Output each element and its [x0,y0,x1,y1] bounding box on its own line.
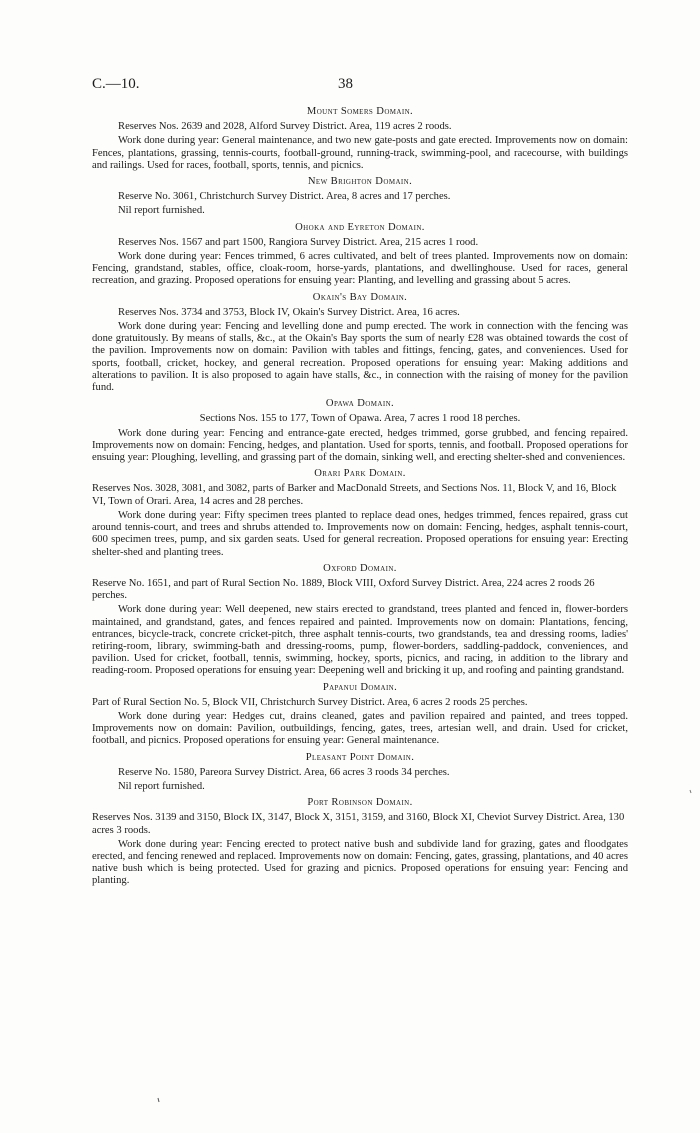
section-text: Work done during year: Fencing erected to protect native bush and subdivide land for grazing, gates and floodgates erected, and fencing renewed and replaced. Improvements now on domain: Fencing, gates, grassing, plantations, and 40 acres native bush which is being protected. Used for grazing and picnics. Proposed operations for ensuing year: Fencing and planting. [92,838,628,887]
reserve-line: Reserves Nos. 3028, 3081, and 3082, parts of Barker and MacDonald Streets, and Sections Nos. 11, Block V, and 16, Block VI, Town of Orari. Area, 14 acres and 28 perches. [92,483,617,507]
reserve-line: Sections Nos. 155 to 177, Town of Opawa. Area, 7 acres 1 rood 18 perches. [199,413,521,425]
section-title: Oxford Domain. [323,562,397,574]
scan-speck [690,790,691,793]
section-text: Work done during year: Fencing and levelling done and pump erected. The work in connection with the fencing was done gratuitously. By means of stalls, &c., at the Okain's Bay sports the sum of nearly £28 was obtained towards the cost of the pavilion. Improvements now on domain: Pavilion with tables and fittings, fencing, gates, and conveniences. Used for sports, football, cricket, hockey, and general recreation. Proposed operations for ensuing year: Making additions and alterations to pavilion. It is also proposed to again have stalls, &c., in connection with the raising of money for the pavilion fund. [92,321,628,394]
section-port-robinson [92,797,628,887]
section-new-brighton [92,176,628,218]
reserve-line: Reserves Nos. 3139 and 3150, Block IX, 3147, Block X, 3151, 3159, and 3160, Block XI, Cheviot Survey District. Area, 130 acres 3 roods. [92,812,625,836]
reserve-line: Reserves Nos. 2639 and 2028, Alford Survey District. Area, 119 acres 2 roods. [118,121,452,133]
section-ohoka-eyreton [92,222,628,288]
section-text: Nil report furnished. [118,205,205,217]
section-text: Nil report furnished. [118,780,205,792]
section-text: Work done during year: Fences trimmed, 6 acres cultivated, and belt of trees planted. Improvements now on domain: Fencing, grandstand, stables, office, cloak-room, horse-yards, plantations, and dwellinghouse. Used for races, general recreation, and grazing. Proposed operations for ensuing year: Planting, and levelling and grassing about 5 acres. [92,251,628,287]
section-orari-park [92,468,628,558]
section-title: Pleasant Point Domain. [305,751,415,763]
section-title: Port Robinson Domain. [307,797,413,809]
section-title: New Brighton Domain. [307,176,413,188]
section-text: Work done during year: Fencing and entrance-gate erected, hedges trimmed, gorse grubbed, and fencing repaired. Improvements now on domain: Fencing, hedges, and plantation. Used for sports, tennis, and football. Proposed operations for ensuing year: Ploughing, levelling, and grassing part of the domain, sinking well, and erecting shelter-shed and conveniences. [92,427,628,464]
document-reference: C.—10. [92,76,140,92]
page-number: 38 [338,76,353,92]
document-body [92,104,628,892]
section-pleasant-point [92,752,628,794]
reserve-line: Reserves Nos. 3734 and 3753, Block IV, Okain's Survey District. Area, 16 acres. [118,306,460,318]
reserve-line: Reserves Nos. 1567 and part 1500, Rangiora Survey District. Area, 215 acres 1 rood. [118,236,479,248]
section-papanui [92,682,628,748]
section-okains-bay [92,292,628,395]
reserve-line: Reserve No. 1651, and part of Rural Section No. 1889, Block VIII, Oxford Survey District. Area, 224 acres 2 roods 26 perches. [92,577,595,602]
section-oxford [92,563,628,678]
scan-speck [158,1098,159,1102]
section-title: Papanui Domain. [322,681,398,693]
section-text: Work done during year: Well deepened, new stairs erected to grandstand, trees planted and fenced in, flower-borders maintained, and grandstand, gates, and fences repaired and painted. Improvements now on domain: Plantations, fencing, entrances, bicycle-track, concrete cricket-pitch, three asphalt tennis-courts, two grandstands, tea and dressing rooms, ladies' retiring-room, library, swimming-bath and dressing-rooms, pump, flower-borders, saddling-paddock, conveniences, and pavilion. Used for cricket, football, tennis, swimming, hockey, sports, picnics, and racing, in addition to the library and reading-room. Proposed operations for ensuing year: Deepening well and bricking it up, and roofing and painting grandstand. [92,604,628,677]
section-title: Opawa Domain. [325,398,395,410]
section-text: Work done during year: Fifty specimen trees planted to replace dead ones, hedges trimmed, fences repaired, grass cut around tennis-court, and trees and shrubs attended to. Improvements now on domain: Fencing, hedges, asphalt tennis-court, 600 specimen trees, pump, and six garden seats. Used for general recreation. Proposed operations for ensuing year: Erecting shelter-shed and planting trees. [92,509,628,558]
reserve-line: Reserve No. 3061, Christchurch Survey District. Area, 8 acres and 17 perches. [118,191,451,203]
section-title: Ohoka and Eyreton Domain. [295,221,425,233]
section-text: Work done during year: General maintenance, and two new gate-posts and gate erected. Improvements now on domain: Fences, plantations, grassing, tennis-courts, football-ground, running-track, swimming-pool, and racecourse, with buildings and railings. Used for races, football, sports, tennis, and picnics. [92,135,628,171]
section-title: Mount Somers Domain. [306,106,414,117]
section-mount-somers [92,106,628,172]
section-opawa [92,398,628,464]
reserve-line: Part of Rural Section No. 5, Block VII, Christchurch Survey District. Area, 6 acres 2 roods 25 perches. [92,696,528,708]
section-title: Okain's Bay Domain. [312,291,408,303]
reserve-line: Reserve No. 1580, Pareora Survey District. Area, 66 acres 3 roods 34 perches. [118,766,450,778]
section-text: Work done during year: Hedges cut, drains cleaned, gates and pavilion repaired and painted, and trees topped. Improvements now on domain: Pavilion, outbuildings, fencing, gates, trees, artesian well, and drain. Used for cricket, football, and picnics. Proposed operations for ensuing year: General maintenance. [92,710,628,747]
section-title: Orari Park Domain. [314,468,406,480]
